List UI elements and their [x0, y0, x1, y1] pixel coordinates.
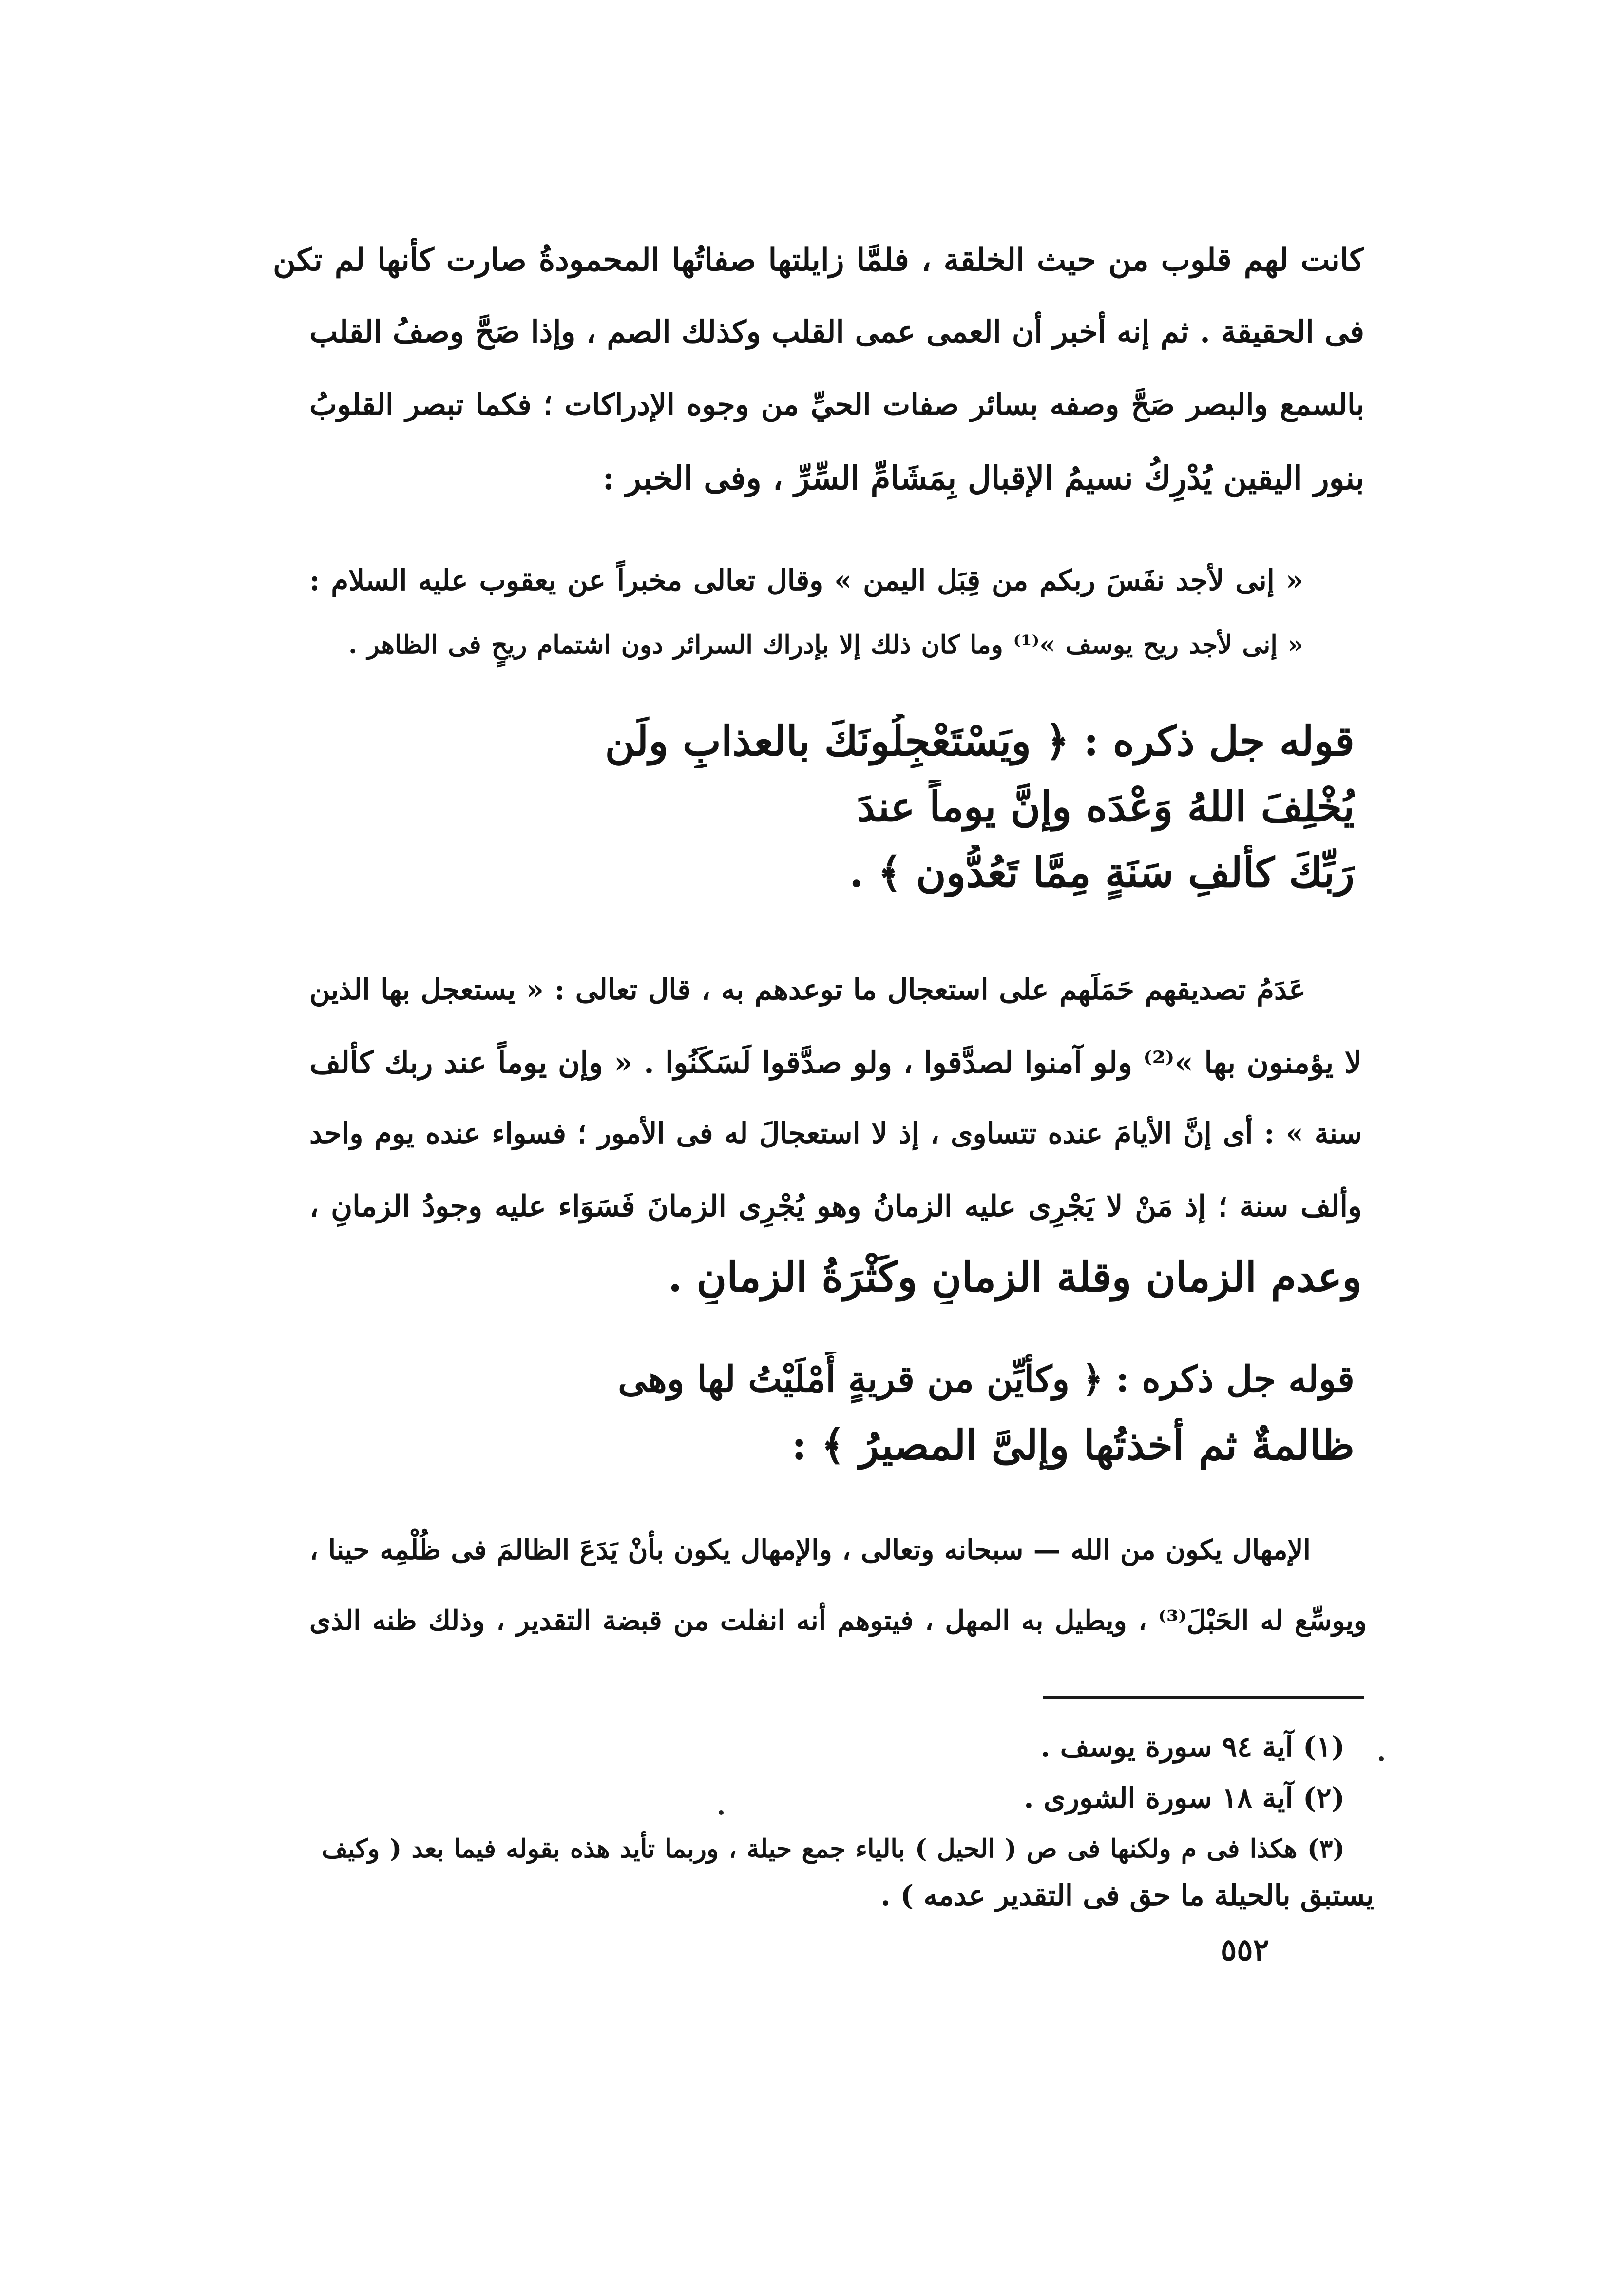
text-line: كانت لهم قلوب من حيث الخلقة ، فلمَّا زايلتها صفاتُها المحمودةُ صارت كأنها لم تكن	[273, 242, 1364, 278]
text-line: وألف سنة ؛ إذ مَنْ لا يَجْرِى عليه الزمانُ وهو يُجْرِى الزمانَ فَسَوَاء عليه وجودُ الزمانِ ،	[309, 1189, 1362, 1223]
text-line: فى الحقيقة . ثم إنه أخبر أن العمى عمى القلب وكذلك الصم ، وإذا صَحَّ وصفُ القلب	[309, 314, 1364, 349]
verse-line: قوله جل ذكره : ﴿ ويَسْتَعْجِلُونَكَ بالعذابِ ولَن	[605, 717, 1355, 765]
scan-speck	[719, 1810, 724, 1815]
verse-line: يُخْلِفَ اللهُ وَعْدَه وإنَّ يوماً عندَ	[857, 783, 1355, 831]
scan-speck	[1379, 1756, 1384, 1761]
verse-line: ظالمةٌ ثم أخذتُها وإلىَّ المصيرُ ﴾ :	[791, 1421, 1355, 1469]
text-line: « إنى لأجد نفَسَ ربكم من قِبَل اليمن » وقال تعالى مخبراً عن يعقوب عليه السلام :	[309, 564, 1303, 597]
footnote: (١) آية ٩٤ سورة يوسف .	[1040, 1730, 1345, 1763]
footnote: يستبق بالحيلة ما حق فى التقدير عدمه ) .	[880, 1879, 1374, 1912]
text-line: الإمهال يكون من الله — سبحانه وتعالى ، والإمهال يكون بأنْ يَدَعَ الظالمَ فى ظُلْمِه حينا ،	[309, 1534, 1311, 1566]
footnote-separator	[1043, 1696, 1364, 1699]
text-line: « إنى لأجد ريح يوسف »⁽¹⁾ وما كان ذلك إلا بإدراك السرائر دون اشتمام ريحٍ فى الظاهر .	[348, 630, 1303, 660]
text-line: لا يؤمنون بها »⁽²⁾ ولو آمنوا لصدَّقوا ، ولو صدَّقوا لَسَكَنُوا . « وإن يوماً عند ربك كألف	[309, 1045, 1362, 1080]
text-line: سنة » : أى إنَّ الأيامَ عنده تتساوى ، إذ لا استعجالَ له فى الأمور ؛ فسواء عنده يوم واحد	[309, 1117, 1362, 1150]
footnote: (٣) هكذا فى م ولكنها فى ص ( الحيل ) بالياء جمع حيلة ، وربما تأيد هذه بقوله فيما بعد ( وكيف	[322, 1834, 1345, 1864]
verse-line: قوله جل ذكره : ﴿ وكأيِّن من قريةٍ أَمْلَيْتُ لها وهى	[618, 1358, 1355, 1400]
page-number: ٥٥٢	[1221, 1932, 1269, 1967]
text-line: ويوسِّع له الحَبْلَ⁽³⁾ ، ويطيل به المهل ، فيتوهم أنه انفلت من قبضة التقدير ، وذلك ظنه الذى	[309, 1604, 1367, 1637]
verse-line: رَبِّكَ كألفِ سَنَةٍ مِمَّا تَعُدُّون ﴾ .	[849, 848, 1355, 897]
text-line: بالسمع والبصر صَحَّ وصفه بسائر صفات الحيِّ من وجوه الإدراكات ؛ فكما تبصر القلوبُ	[309, 388, 1364, 422]
text-line: وعدم الزمان وقلة الزمانِ وكَثْرَةُ الزمانِ .	[668, 1253, 1362, 1301]
footnote: (٢) آية ١٨ سورة الشورى .	[1024, 1781, 1345, 1814]
text-line: عَدَمُ تصديقهم حَمَلَهم على استعجال ما توعدهم به ، قال تعالى : « يستعجل بها الذين	[309, 973, 1306, 1006]
text-line: بنور اليقين يُدْرِكُ نسيمُ الإقبال بِمَشَامِّ السِّرِّ ، وفى الخبر :	[602, 459, 1364, 497]
